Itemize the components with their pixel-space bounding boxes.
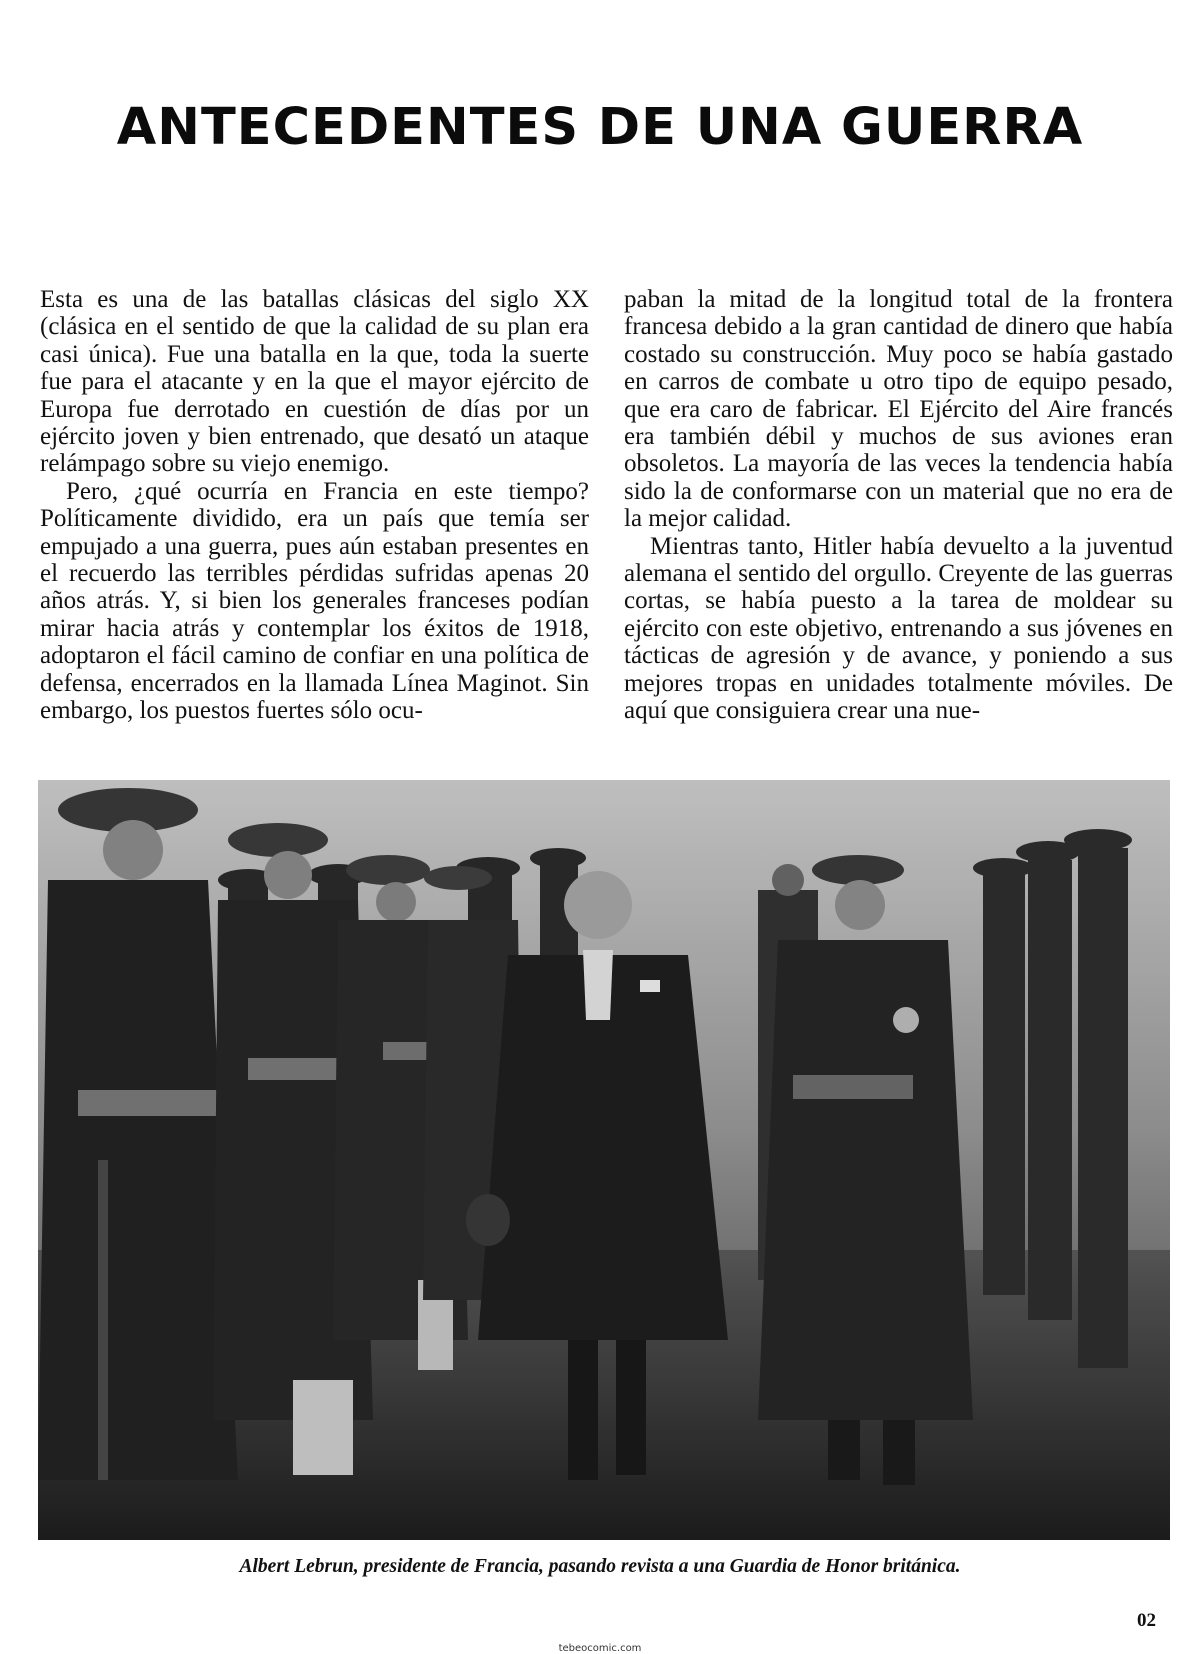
paragraph: Pero, ¿qué ocurría en Francia en este tiempo? Políticamente dividido, era un país que temía ser empujado a una guerra, pues aún estaban presentes en el recuerdo las terribles pérdidas sufridas apenas 20 años atrás. Y, si bien los generales franceses podían mirar hacia atrás y contemplar los éxitos de 1918, adoptaron el fácil camino de confiar en una política de defensa, encerrados en la llamada Línea Maginot. Sin embargo, los puestos fuertes sólo ocu- bbox=[40, 477, 589, 725]
page-title: ANTECEDENTES DE UNA GUERRA bbox=[116, 98, 1084, 157]
text-column-left bbox=[40, 286, 589, 725]
text-column-right bbox=[624, 286, 1173, 725]
paragraph: Esta es una de las batallas clásicas del siglo XX (clásica en el sentido de que la calidad de su plan era casi única). Fue una batalla en la que, toda la suerte fue para el atacante y en la que el mayor ejército de Europa fue derrotado en cuestión de días por un ejército joven y bien entrenado, que desató un ataque relámpago sobre su viejo enemigo. bbox=[40, 286, 589, 478]
paragraph: Mientras tanto, Hitler había devuelto a la juventud alemana el sentido del orgullo. Creyente de las guerras cortas, se había puesto a la tarea de moldear su ejército con este objetivo, entrenando a sus jóvenes en tácticas de agresión y de avance, y poniendo a sus mejores tropas en unidades totalmente móviles. De aquí que consiguiera crear una nue- bbox=[624, 532, 1173, 725]
paragraph: paban la mitad de la longitud total de la frontera francesa debido a la gran cantidad de dinero que había costado su construcción. Muy poco se había gastado en carros de combate u otro tipo de equipo pesado, que era caro de fabricar. El Ejército del Aire francés era también débil y muchos de sus aviones eran obsoletos. La mayoría de las veces la tendencia había sido la de conformarse con un material que no era de la mejor calidad. bbox=[624, 286, 1173, 533]
photo-caption: Albert Lebrun, presidente de Francia, pasando revista a una Guardia de Honor británica. bbox=[239, 1556, 961, 1577]
page-number: 02 bbox=[1137, 1610, 1156, 1631]
watermark: tebeocomic.com bbox=[558, 1643, 642, 1654]
historical-photo bbox=[38, 780, 1170, 1540]
